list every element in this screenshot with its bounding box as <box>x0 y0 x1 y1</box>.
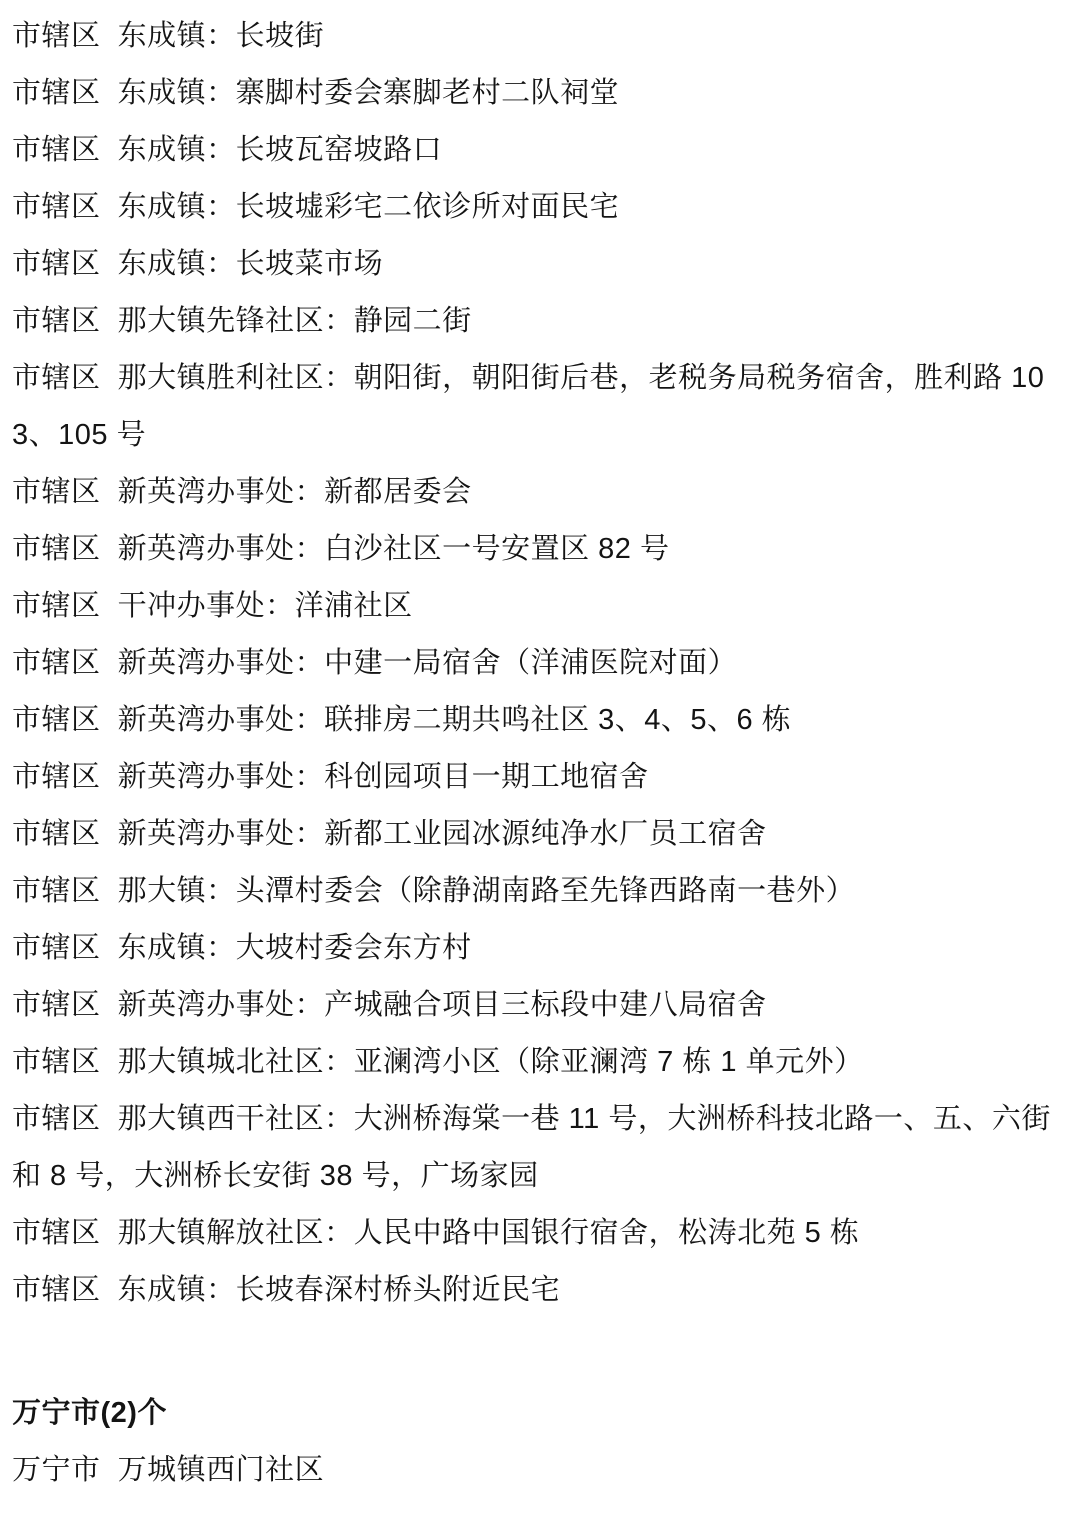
address-line: 市辖区 东成镇：长坡瓦窑坡路口 <box>12 134 443 166</box>
address-line: 万宁市 万城镇西门社区 <box>12 1454 325 1486</box>
section-heading: 万宁市(2)个 <box>12 1397 167 1429</box>
address-line: 市辖区 新英湾办事处：联排房二期共鸣社区 3、4、5、6 栋 <box>12 704 792 736</box>
address-line: 市辖区 东成镇：长坡春深村桥头附近民宅 <box>12 1274 561 1306</box>
address-line: 市辖区 东成镇：大坡村委会东方村 <box>12 932 472 964</box>
address-line: 市辖区 东成镇：长坡菜市场 <box>12 248 384 280</box>
address-line: 市辖区 东成镇：长坡墟彩宅二依诊所对面民宅 <box>12 191 620 223</box>
address-line: 市辖区 新英湾办事处：中建一局宿舍（洋浦医院对面） <box>12 647 738 679</box>
address-line: 市辖区 那大镇：头潭村委会（除静湖南路至先锋西路南一巷外） <box>12 875 856 907</box>
address-line: 市辖区 那大镇城北社区：亚澜湾小区（除亚澜湾 7 栋 1 单元外） <box>12 1046 864 1078</box>
address-line: 市辖区 干冲办事处：洋浦社区 <box>12 590 413 622</box>
address-line: 市辖区 那大镇先锋社区：静园二街 <box>12 305 472 337</box>
address-line: 市辖区 新英湾办事处：新都居委会 <box>12 476 472 508</box>
address-line: 市辖区 新英湾办事处：产城融合项目三标段中建八局宿舍 <box>12 989 767 1021</box>
address-line: 市辖区 东成镇：寨脚村委会寨脚老村二队祠堂 <box>12 77 620 109</box>
document-body <box>12 8 1068 1499</box>
paragraph-spacer <box>12 1319 1068 1385</box>
address-line: 市辖区 新英湾办事处：新都工业园冰源纯净水厂员工宿舍 <box>12 818 767 850</box>
address-line: 市辖区 新英湾办事处：白沙社区一号安置区 82 号 <box>12 533 670 565</box>
address-line: 市辖区 东成镇：长坡街 <box>12 20 325 52</box>
address-line: 市辖区 新英湾办事处：科创园项目一期工地宿舍 <box>12 761 649 793</box>
address-line: 市辖区 那大镇胜利社区：朝阳街，朝阳街后巷，老税务局税务宿舍，胜利路 103、105 号 <box>12 362 1045 451</box>
address-line: 市辖区 那大镇解放社区：人民中路中国银行宿舍，松涛北苑 5 栋 <box>12 1217 860 1249</box>
address-line: 市辖区 那大镇西干社区：大洲桥海棠一巷 11 号，大洲桥科技北路一、五、六街和 8 号，大洲桥长安街 38 号，广场家园 <box>12 1103 1051 1192</box>
